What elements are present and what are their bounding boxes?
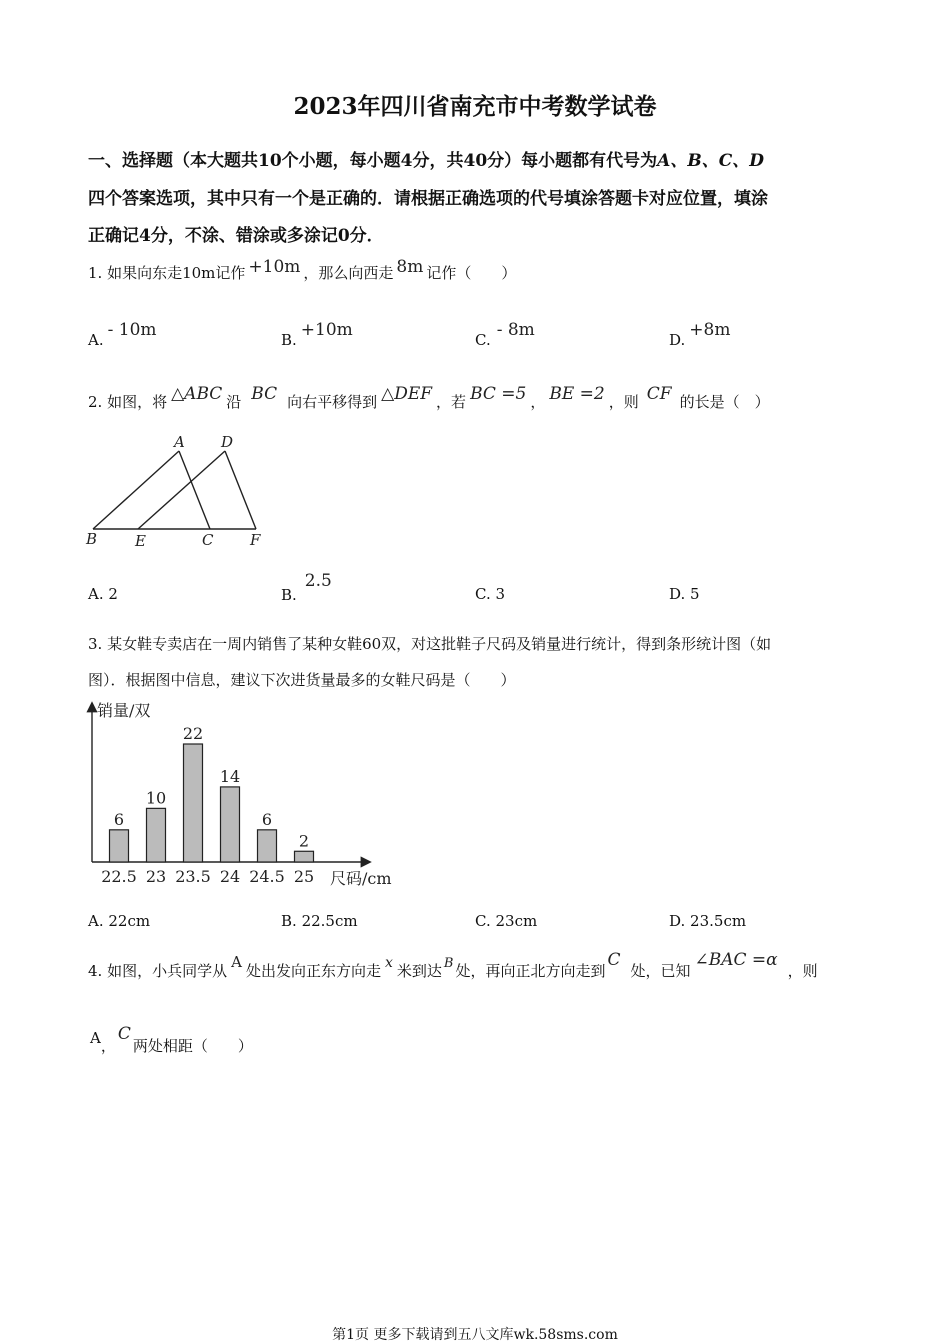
- q4-text-c: 米到达: [396, 962, 442, 980]
- tick-label-24.5: 24.5: [249, 867, 285, 886]
- q2-option-d[interactable]: [669, 585, 700, 603]
- q2-math-cf: CF: [646, 384, 672, 404]
- option-label: B.: [281, 586, 297, 604]
- question-3-line2: 图）．根据图中信息，建议下次进货量最多的女鞋尺码是（ ）: [88, 671, 516, 689]
- q4-text-f: ，则: [787, 962, 818, 980]
- option-value: - 8m: [496, 320, 535, 340]
- option-label: A.: [88, 585, 104, 603]
- q4-text-e: 处，已知: [630, 962, 691, 980]
- q1-text-b: ，那么向西走: [303, 264, 394, 282]
- section-heading-line2: 四个答案选项，其中只有一个是正确的．请根据正确选项的代号填涂答题卡对应位置，填涂: [88, 189, 768, 209]
- option-value: 22cm: [108, 912, 151, 930]
- question-2-stem: [88, 384, 770, 412]
- q2-text-e: ，: [530, 393, 546, 411]
- tick-label-23: 23: [145, 867, 167, 886]
- q1-text-c: 记作（ ）: [426, 264, 517, 282]
- option-value: 22.5cm: [301, 912, 358, 930]
- q2-math-bc: BC: [251, 384, 278, 404]
- data-label-23: 10: [145, 788, 167, 808]
- option-value: 3: [495, 585, 506, 603]
- bar-25: [295, 851, 314, 862]
- q1-option-d[interactable]: [669, 320, 731, 350]
- section-heading-letters: A、B、C、D: [657, 151, 764, 171]
- option-value: 23cm: [495, 912, 538, 930]
- section-heading-line3: 正确记4分，不涂、错涂或多涂记0分．: [88, 226, 384, 246]
- bar-23: [147, 808, 166, 862]
- option-value: 2: [108, 585, 118, 603]
- option-label: A.: [88, 912, 104, 930]
- option-label: D.: [669, 585, 686, 603]
- option-value: 2.5: [304, 571, 332, 591]
- q3-option-a[interactable]: [88, 912, 150, 930]
- option-value: 5: [690, 585, 700, 603]
- q2-text-d: ，若: [436, 393, 467, 411]
- option-label: B.: [281, 331, 297, 349]
- q4-line2-text: 两处相距（ ）: [132, 1037, 253, 1055]
- segment-ac: [179, 451, 210, 529]
- q3-option-b[interactable]: [281, 912, 358, 930]
- option-value: +8m: [689, 320, 731, 340]
- question-3-line1: 3. 某女鞋专卖店在一周内销售了某种女鞋60双，对这批鞋子尺码及销量进行统计，得到条形统计图（如: [88, 635, 772, 653]
- q2-text-b: 沿: [226, 393, 242, 411]
- tick-label-24: 24: [219, 867, 241, 886]
- q2-text-c: 向右平移得到: [287, 393, 378, 411]
- q1-option-a[interactable]: [88, 320, 157, 350]
- q2-option-a[interactable]: [88, 585, 118, 603]
- bar-23.5: [184, 744, 203, 862]
- q2-math-be-eq: BE =2: [549, 384, 605, 404]
- option-label: A.: [88, 331, 104, 349]
- q2-math-bc-eq: BC =5: [470, 384, 527, 404]
- segment-ab: [93, 451, 179, 529]
- q4-line2-comma: ，: [100, 1037, 116, 1055]
- q4-text-d: 处，再向正北方向走到: [455, 962, 606, 980]
- option-label: C.: [475, 912, 491, 930]
- data-label-22.5: 6: [113, 809, 125, 829]
- q4-text-a: 4. 如图，小兵同学从: [88, 962, 228, 980]
- q4-line2-math-c: C: [117, 1024, 131, 1044]
- tick-label-22.5: 22.5: [101, 867, 137, 886]
- q2-text-a: 2. 如图，将: [88, 393, 168, 411]
- q4-math-a: A: [231, 953, 242, 971]
- bar-24.5: [258, 830, 277, 862]
- label-e: E: [135, 532, 146, 550]
- page-title: 2023年四川省南充市中考数学试卷: [293, 93, 657, 120]
- data-label-24.5: 6: [261, 809, 273, 829]
- bar-22.5: [110, 830, 129, 862]
- q1-math-a: +10m: [248, 257, 301, 277]
- q2-math-triangle-def: △DEF: [381, 384, 433, 404]
- data-label-24: 14: [219, 766, 241, 786]
- q2-text-g: 的长是（ ）: [679, 393, 770, 411]
- q4-text-b: 处出发向正东方向走: [245, 962, 381, 980]
- tick-label-25: 25: [293, 867, 315, 886]
- tick-label-23.5: 23.5: [175, 867, 211, 886]
- label-a: A: [174, 433, 185, 451]
- label-b: B: [86, 530, 98, 548]
- q4-math-c: C: [607, 950, 621, 970]
- data-label-25: 2: [298, 831, 310, 851]
- q1-text-a: 1. 如果向东走10m记作: [88, 264, 246, 282]
- option-label: C.: [475, 331, 491, 349]
- data-label-23.5: 22: [182, 724, 204, 743]
- q2-math-triangle-abc: △ABC: [171, 384, 223, 404]
- option-label: B.: [281, 912, 297, 930]
- q2-translation-figure: [80, 428, 280, 553]
- section-heading-text: 一、选择题（本大题共10个小题，每小题4分，共40分）每小题都有代号为: [88, 151, 658, 171]
- label-f: F: [250, 531, 261, 549]
- option-label: D.: [669, 912, 686, 930]
- option-value: +10m: [300, 320, 353, 340]
- q2-option-c[interactable]: [475, 585, 505, 603]
- option-value: - 10m: [107, 320, 157, 340]
- q4-math-x: x: [384, 955, 393, 971]
- option-label: D.: [669, 331, 686, 349]
- page-footer: 第1页 更多下载请到五八文库wk.58sms.com: [332, 1327, 618, 1343]
- label-c: C: [202, 531, 214, 549]
- option-value: 23.5cm: [690, 912, 747, 930]
- q4-line2-a: A: [90, 1029, 101, 1047]
- segment-de: [138, 451, 225, 529]
- q4-math-b: B: [443, 956, 454, 971]
- x-axis-label: 尺码/cm: [330, 869, 392, 888]
- q3-option-c[interactable]: [475, 912, 537, 930]
- q1-option-c[interactable]: [475, 320, 535, 350]
- question-4-line2: [90, 1024, 253, 1056]
- segment-df: [225, 451, 256, 529]
- y-axis-label: 销量/双: [97, 701, 151, 720]
- q4-math-angle: ∠BAC =α: [694, 950, 778, 970]
- q1-math-b: 8m: [396, 257, 424, 277]
- question-1-stem: [88, 257, 517, 283]
- shoe-size-bar-chart: [85, 696, 405, 894]
- label-d: D: [221, 433, 234, 451]
- q2-text-f: ，则: [608, 393, 639, 411]
- q1-option-b[interactable]: [281, 320, 353, 350]
- question-4-line1: [88, 950, 818, 981]
- section-heading-line1: [88, 146, 764, 171]
- option-label: C.: [475, 585, 491, 603]
- q3-option-d[interactable]: [669, 912, 746, 930]
- q2-option-b[interactable]: [281, 571, 332, 605]
- bar-24: [221, 787, 240, 862]
